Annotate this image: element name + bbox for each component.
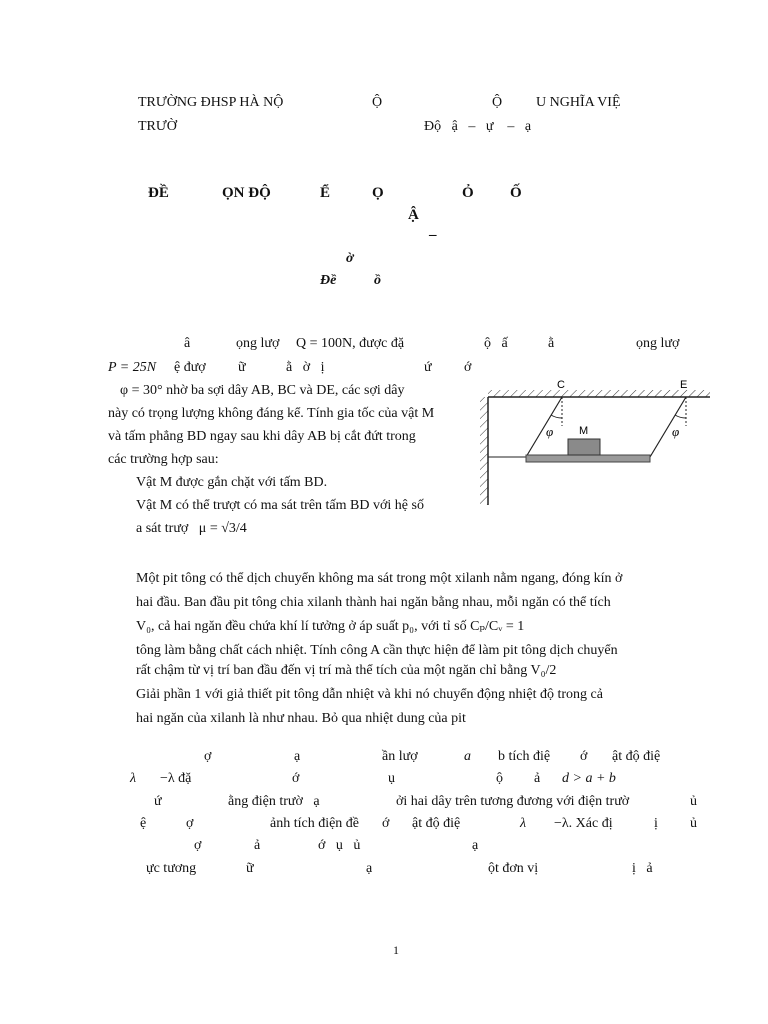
problem-3-text: λ <box>130 771 137 786</box>
header-school-line2: TRƯỜ <box>138 119 177 134</box>
problem-1-text: Q = 100N, được đặ <box>296 336 405 351</box>
problem-1-text: ộ ấ <box>484 336 508 351</box>
problem-3-text: ả <box>254 838 261 853</box>
problem-1-text: ằ ờ ị <box>286 360 325 375</box>
exam-subtitle-fragment: ồ <box>374 273 381 288</box>
problem-2-text: V₀, cả hai ngăn đều chứa khí lí tưởng ở áp suất p₀, với tỉ số Cₚ/Cᵥ = 1 <box>136 619 525 634</box>
problem-3-text: d > a + b <box>562 771 616 786</box>
problem-3-text: ộ <box>496 771 503 786</box>
problem-3-text: ả <box>534 771 541 786</box>
problem-3-text: ủ <box>690 816 697 831</box>
label-phi-right: φ <box>672 424 680 439</box>
exam-title-fragment: ỌN ĐỘ <box>222 185 271 201</box>
problem-2-text: hai đầu. Ban đầu pit tông chia xilanh thành hai ngăn bằng nhau, mỗi ngăn có thể tích <box>136 595 611 610</box>
header-motto: Độ ậ – ự – ạ <box>424 119 532 134</box>
problem-2-text: rất chậm từ vị trí ban đầu đến vị trí mà thể tích của một ngăn chỉ bằng V₀/2 <box>136 663 557 678</box>
problem-3-text: −λ. Xác đị <box>554 816 613 831</box>
exam-title-fragment: – <box>429 227 437 243</box>
problem-3-text: ạ <box>366 861 373 876</box>
problem-2-text: Giải phần 1 với giả thiết pit tông dẫn nhiệt và khi nó chuyển động nhiệt độ trong cả <box>136 687 603 702</box>
header-fragment: Ộ <box>372 95 383 110</box>
problem-2-text: hai ngăn của xilanh là như nhau. Bỏ qua nhiệt dung của pit <box>136 711 466 726</box>
problem-3-text: ảnh tích điện đề <box>270 816 360 831</box>
plate-bd <box>526 455 650 462</box>
problem-2-text: Một pit tông có thể dịch chuyển không ma sát trong một xilanh nằm ngang, đóng kín ở <box>136 571 623 586</box>
problem-1-text: P = 25N <box>108 360 157 375</box>
header-fragment: Ộ <box>492 95 503 110</box>
problem-3-text: ợ <box>194 838 202 853</box>
problem-3-text: ạ <box>294 749 301 764</box>
problem-1-text: các trường hợp sau: <box>108 452 219 467</box>
problem-1-case-2: a sát trượ μ = √3/4 <box>136 521 247 536</box>
exam-title-fragment: Ậ <box>408 207 419 223</box>
problem-1-text: ớ <box>464 360 472 375</box>
problem-3-text: −λ đặ <box>160 771 192 786</box>
problem-3-text: ợ <box>186 816 194 831</box>
ceiling-hatch <box>488 390 710 397</box>
block-m <box>568 439 600 455</box>
label-phi-left: φ <box>546 424 554 439</box>
problem-3-text: ị ả <box>632 861 653 876</box>
problem-3-text: ực tương <box>146 861 197 876</box>
problem-3-text: λ <box>520 816 527 831</box>
problem-3-text: a <box>464 749 471 764</box>
header-school-name: TRƯỜNG ĐHSP HÀ NỘ <box>138 95 284 110</box>
label-e: E <box>680 379 688 391</box>
problem-3-text: ớ ụ ủ <box>318 838 361 853</box>
page-number: 1 <box>393 943 399 957</box>
problem-3-text: ởi hai dây trên tương đương với điện trườ <box>396 794 630 809</box>
exam-title-fragment: Ố <box>510 185 522 201</box>
problem-1-text: ữ <box>238 360 246 375</box>
label-c: C <box>557 379 565 391</box>
problem-3-text: ớ <box>580 749 588 764</box>
problem-1-text: ằ <box>548 336 555 351</box>
header-republic-name: U NGHĨA VIỆ <box>536 95 621 110</box>
exam-duration-fragment: ờ <box>346 251 354 266</box>
problem-3-text: ật độ điệ <box>612 749 661 764</box>
problem-1-text: và tấm phẳng BD ngay sau khi dây AB bị cắt đứt trong <box>108 429 416 444</box>
problem-3-text: ữ <box>246 861 254 876</box>
angle-arc-left <box>551 415 562 418</box>
problem-1-text: ệ đượ <box>174 360 206 375</box>
exam-title-fragment: ĐỀ <box>148 185 169 201</box>
problem-1-text: â <box>184 336 191 351</box>
problem-3-text: ằng điện trườ ạ <box>228 794 320 809</box>
problem-3-text: ị <box>654 816 658 831</box>
problem-3-text: ệ <box>140 816 147 831</box>
problem-3-text: ợ <box>204 749 212 764</box>
problem-3-text: ớ <box>382 816 390 831</box>
problem-1-text: φ = 30° nhờ ba sợi dây AB, BC và DE, các sợi dây <box>120 383 405 398</box>
exam-title-fragment: Ọ <box>372 185 384 201</box>
problem-3-text: ật độ điệ <box>412 816 461 831</box>
pendulum-plate-figure <box>480 376 710 506</box>
problem-3-text: ần lượ <box>382 749 418 764</box>
problem-3-text: ủ <box>690 794 697 809</box>
exam-subtitle-fragment: Đề <box>320 273 337 288</box>
problem-1-case-1: Vật M được gắn chặt với tấm BD. <box>136 475 328 490</box>
problem-1-text: ọng lượ <box>636 336 680 351</box>
problem-3-text: ụ <box>388 771 395 786</box>
problem-3-text: ớ <box>292 771 300 786</box>
wall-hatch <box>480 397 488 505</box>
problem-3-text: ứ <box>154 794 162 809</box>
problem-3-text: ột đơn vị <box>488 861 539 876</box>
problem-1-text: này có trọng lượng không đáng kể. Tính gia tốc của vật M <box>108 406 435 421</box>
problem-1-text: ọng lượ <box>236 336 280 351</box>
angle-arc-right <box>675 415 686 418</box>
string-de <box>650 397 686 457</box>
exam-title-fragment: Ỏ <box>462 185 474 201</box>
problem-3-text: ạ <box>472 838 479 853</box>
problem-1-case-2: Vật M có thể trượt có ma sát trên tấm BD với hệ số <box>136 498 424 513</box>
exam-title-fragment: Ể <box>320 185 331 201</box>
problem-3-text: b tích điệ <box>498 749 551 764</box>
problem-1-text: ứ <box>424 360 432 375</box>
string-bc <box>526 397 562 457</box>
label-m: M <box>579 425 589 437</box>
problem-2-text: tông làm bằng chất cách nhiệt. Tính công A cần thực hiện để làm pit tông dịch chuyển <box>136 643 618 658</box>
